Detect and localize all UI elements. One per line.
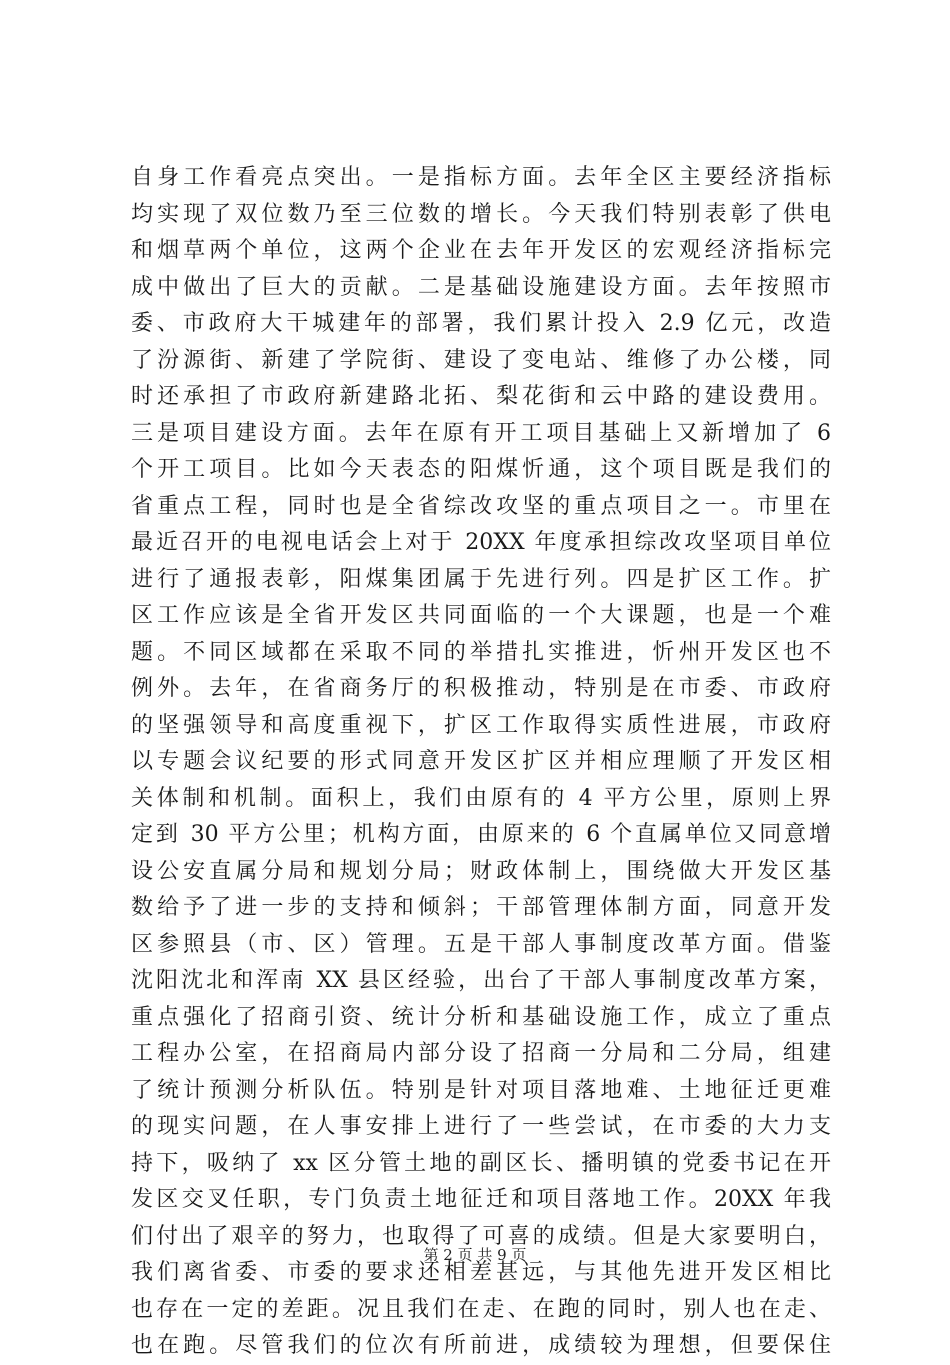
text-line: 关体制和机制。面积上，我们由原有的 4 平方公里，原则上界: [131, 785, 831, 811]
text-line: 们付出了艰辛的努力，也取得了可喜的成绩。但是大家要明白，: [131, 1223, 831, 1249]
text-line: 我们离省委、市委的要求还相差甚远，与其他先进开发区相比: [131, 1260, 831, 1285]
text-line: 和烟草两个单位，这两个企业在去年开发区的宏观经济指标完: [131, 238, 831, 263]
text-line: 工程办公室，在招商局内部分设了招商一分局和二分局，组建: [131, 1041, 831, 1066]
text-line: 最近召开的电视电话会上对于 20XX 年度承担综改攻坚项目单位: [131, 530, 831, 555]
text-line: 重点强化了招商引资、统计分析和基础设施工作，成立了重点: [131, 1004, 831, 1030]
page-number-footer: 第 2 页 共 9 页: [423, 1246, 527, 1264]
text-line: 区工作应该是全省开发区共同面临的一个大课题，也是一个难: [131, 603, 831, 628]
text-line: 个开工项目。比如今天表态的阳煤忻通，这个项目既是我们的: [131, 457, 831, 482]
text-line: 沈阳沈北和浑南 XX 县区经验，出台了干部人事制度改革方案，: [131, 968, 831, 993]
text-line: 也在跑。尽管我们的位次有所前进，成绩较为理想，但要保住: [131, 1333, 831, 1358]
text-line: 的现实问题，在人事安排上进行了一些尝试，在市委的大力支: [131, 1114, 831, 1139]
text-line: 设公安直属分局和规划分局；财政体制上，围绕做大开发区基: [131, 858, 831, 884]
text-line: 定到 30 平方公里；机构方面，由原来的 6 个直属单位又同意增: [131, 822, 831, 847]
text-line: 例外。去年，在省商务厅的积极推动，特别是在市委、市政府: [131, 676, 831, 701]
text-line: 以专题会议纪要的形式同意开发区扩区并相应理顺了开发区相: [131, 749, 831, 774]
text-line: 成中做出了巨大的贡献。二是基础设施建设方面。去年按照市: [131, 274, 831, 300]
text-line: 委、市政府大干城建年的部署，我们累计投入 2.9 亿元，改造: [131, 311, 831, 336]
text-line: 数给予了进一步的支持和倾斜；干部管理体制方面，同意开发: [131, 895, 831, 920]
text-line: 发区交叉任职，专门负责土地征迁和项目落地工作。20XX 年我: [131, 1187, 831, 1212]
text-line: 也存在一定的差距。况且我们在走、在跑的同时，别人也在走、: [131, 1296, 831, 1322]
text-line: 三是项目建设方面。去年在原有开工项目基础上又新增加了 6: [131, 420, 831, 446]
text-line: 题。不同区域都在采取不同的举措扎实推进，忻州开发区也不: [131, 639, 831, 665]
text-line: 了汾源街、新建了学院街、建设了变电站、维修了办公楼，同: [131, 347, 831, 373]
text-line: 持下，吸纳了 xx 区分管土地的副区长、播明镇的党委书记在开: [131, 1150, 831, 1176]
text-line: 的坚强领导和高度重视下，扩区工作取得实质性进展，市政府: [131, 712, 831, 738]
text-line: 均实现了双位数乃至三位数的增长。今天我们特别表彰了供电: [131, 201, 831, 227]
text-line: 时还承担了市政府新建路北拓、梨花街和云中路的建设费用。: [131, 384, 831, 409]
text-line: 进行了通报表彰，阳煤集团属于先进行列。四是扩区工作。扩: [131, 566, 831, 592]
text-line: 了统计预测分析队伍。特别是针对项目落地难、土地征迁更难: [131, 1077, 831, 1103]
text-line: 区参照县（市、区）管理。五是干部人事制度改革方面。借鉴: [131, 931, 831, 957]
text-line: 省重点工程，同时也是全省综改攻坚的重点项目之一。市里在: [131, 493, 831, 519]
text-line: 自身工作看亮点突出。一是指标方面。去年全区主要经济指标: [131, 165, 831, 190]
body-text: [131, 160, 831, 1365]
